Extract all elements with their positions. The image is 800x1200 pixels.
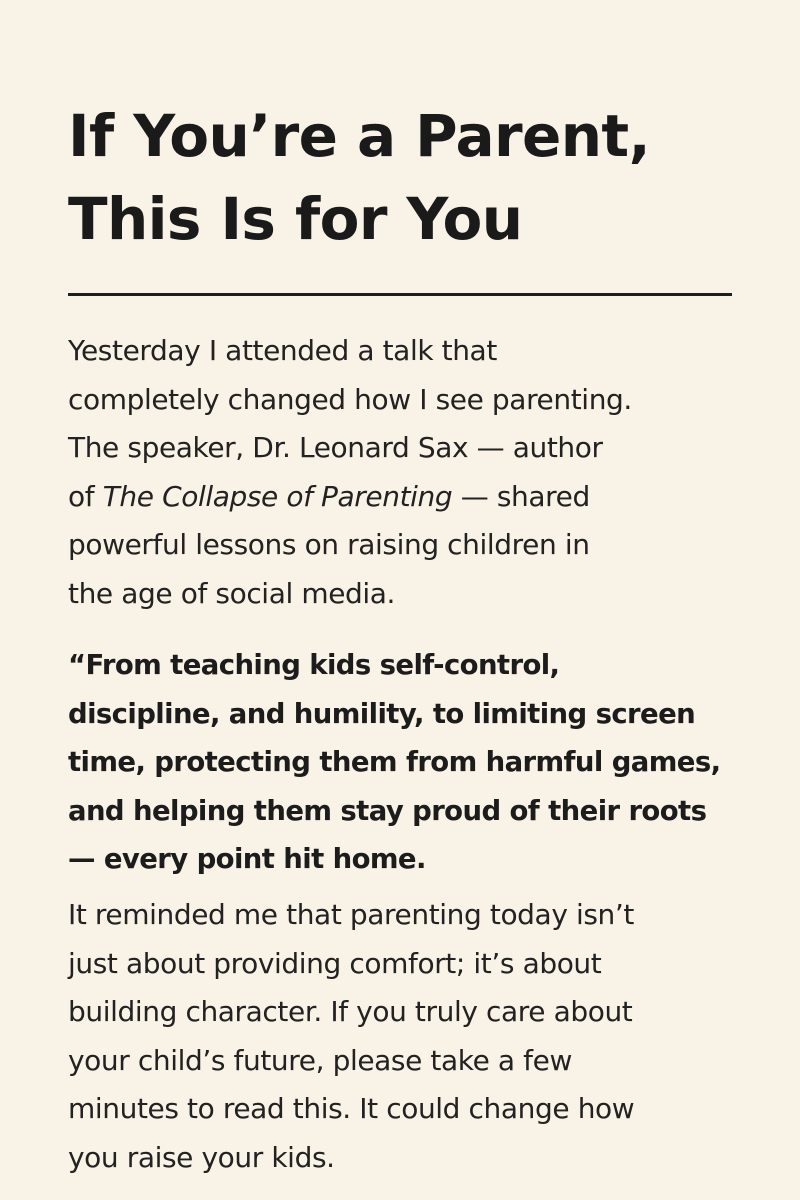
intro-line: the age of social media. <box>68 576 396 610</box>
title-line-2: This Is for You <box>68 185 523 253</box>
closing-line: you raise your kids. <box>68 1140 335 1174</box>
intro-line-prefix: of <box>68 479 103 513</box>
title-divider <box>68 293 732 296</box>
closing-line: just about providing comfort; it’s about <box>68 946 602 980</box>
closing-line: It reminded me that parenting today isn’t <box>68 898 634 931</box>
intro-line: powerful lessons on raising children in <box>68 528 590 561</box>
closing-line: building character. If you truly care about <box>68 995 633 1028</box>
intro-line-suffix: — shared <box>452 479 590 513</box>
page-title <box>68 95 800 261</box>
quote-line: — every point hit home. <box>68 843 426 875</box>
intro-line-with-book <box>68 473 632 522</box>
closing-line: minutes to read this. It could change how <box>68 1092 635 1125</box>
book-title: The Collapse of Parenting <box>102 479 453 513</box>
quote-line: and helping them stay proud of their roots <box>68 794 707 827</box>
intro-line: Yesterday I attended a talk that <box>68 334 497 367</box>
quote-line: discipline, and humility, to limiting screen <box>68 697 696 730</box>
intro-line: The speaker, Dr. Leonard Sax — author <box>68 431 603 464</box>
quote-line: time, protecting them from harmful games, <box>68 746 721 778</box>
title-line-1: If You’re a Parent, <box>68 102 650 170</box>
closing-line: your child’s future, please take a few <box>68 1043 572 1077</box>
closing-paragraph <box>68 891 634 1182</box>
quote-line: “From teaching kids self-control, <box>68 649 560 681</box>
intro-paragraph <box>68 327 632 618</box>
intro-line: completely changed how I see parenting. <box>68 382 632 416</box>
quote-paragraph <box>68 641 720 884</box>
